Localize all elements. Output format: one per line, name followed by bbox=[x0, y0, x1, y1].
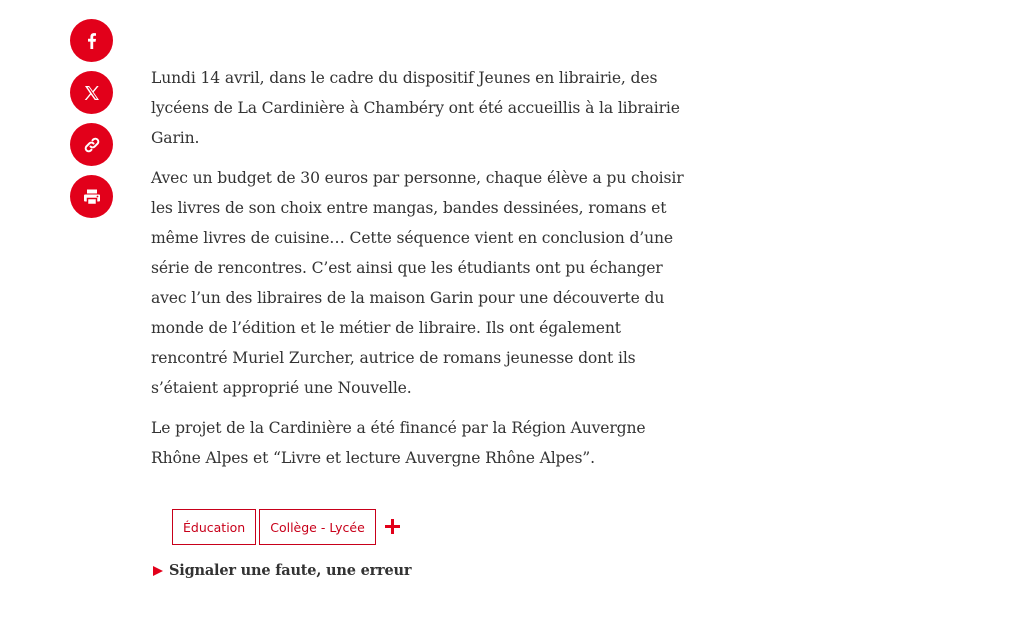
article-paragraph: Lundi 14 avril, dans le cadre du dispositif Jeunes en librairie, des lycéens de La Cardinière à Chambéry ont été accueillis à la librairie Garin. bbox=[151, 69, 680, 147]
share-bar bbox=[70, 19, 114, 227]
article-paragraph: Avec un budget de 30 euros par personne, chaque élève a pu choisir les livres de son choix entre mangas, bandes dessinées, romans et même livres de cuisine… Cette séquence vient en conclusion d’une série de rencontres. C’est ainsi que les étudiants ont pu échanger avec l’un des libraires de la maison Garin pour une découverte du monde de l’édition et le métier de libraire. Ils ont également rencontré Muriel Zurcher, autrice de romans jeunesse dont ils s’étaient approprié une Nouvelle. bbox=[151, 169, 684, 397]
triangle-right-icon bbox=[153, 566, 163, 576]
tag-college-lycee[interactable]: Collège - Lycée bbox=[259, 509, 376, 545]
print-icon bbox=[82, 187, 102, 207]
report-error-link[interactable] bbox=[153, 562, 411, 579]
x-icon bbox=[83, 84, 101, 102]
plus-icon[interactable] bbox=[385, 519, 401, 535]
share-facebook-button[interactable] bbox=[70, 19, 113, 62]
tag-education[interactable]: Éducation bbox=[172, 509, 256, 545]
article-paragraph: Le projet de la Cardinière a été financé par la Région Auvergne Rhône Alpes et “Livre et lecture Auvergne Rhône Alpes”. bbox=[151, 419, 646, 467]
copy-link-button[interactable] bbox=[70, 123, 113, 166]
share-x-button[interactable] bbox=[70, 71, 113, 114]
tag-list bbox=[172, 509, 401, 545]
article-body bbox=[151, 63, 699, 483]
report-error-label: Signaler une faute, une erreur bbox=[169, 562, 412, 579]
link-icon bbox=[82, 135, 102, 155]
facebook-icon bbox=[82, 31, 102, 51]
print-button[interactable] bbox=[70, 175, 113, 218]
